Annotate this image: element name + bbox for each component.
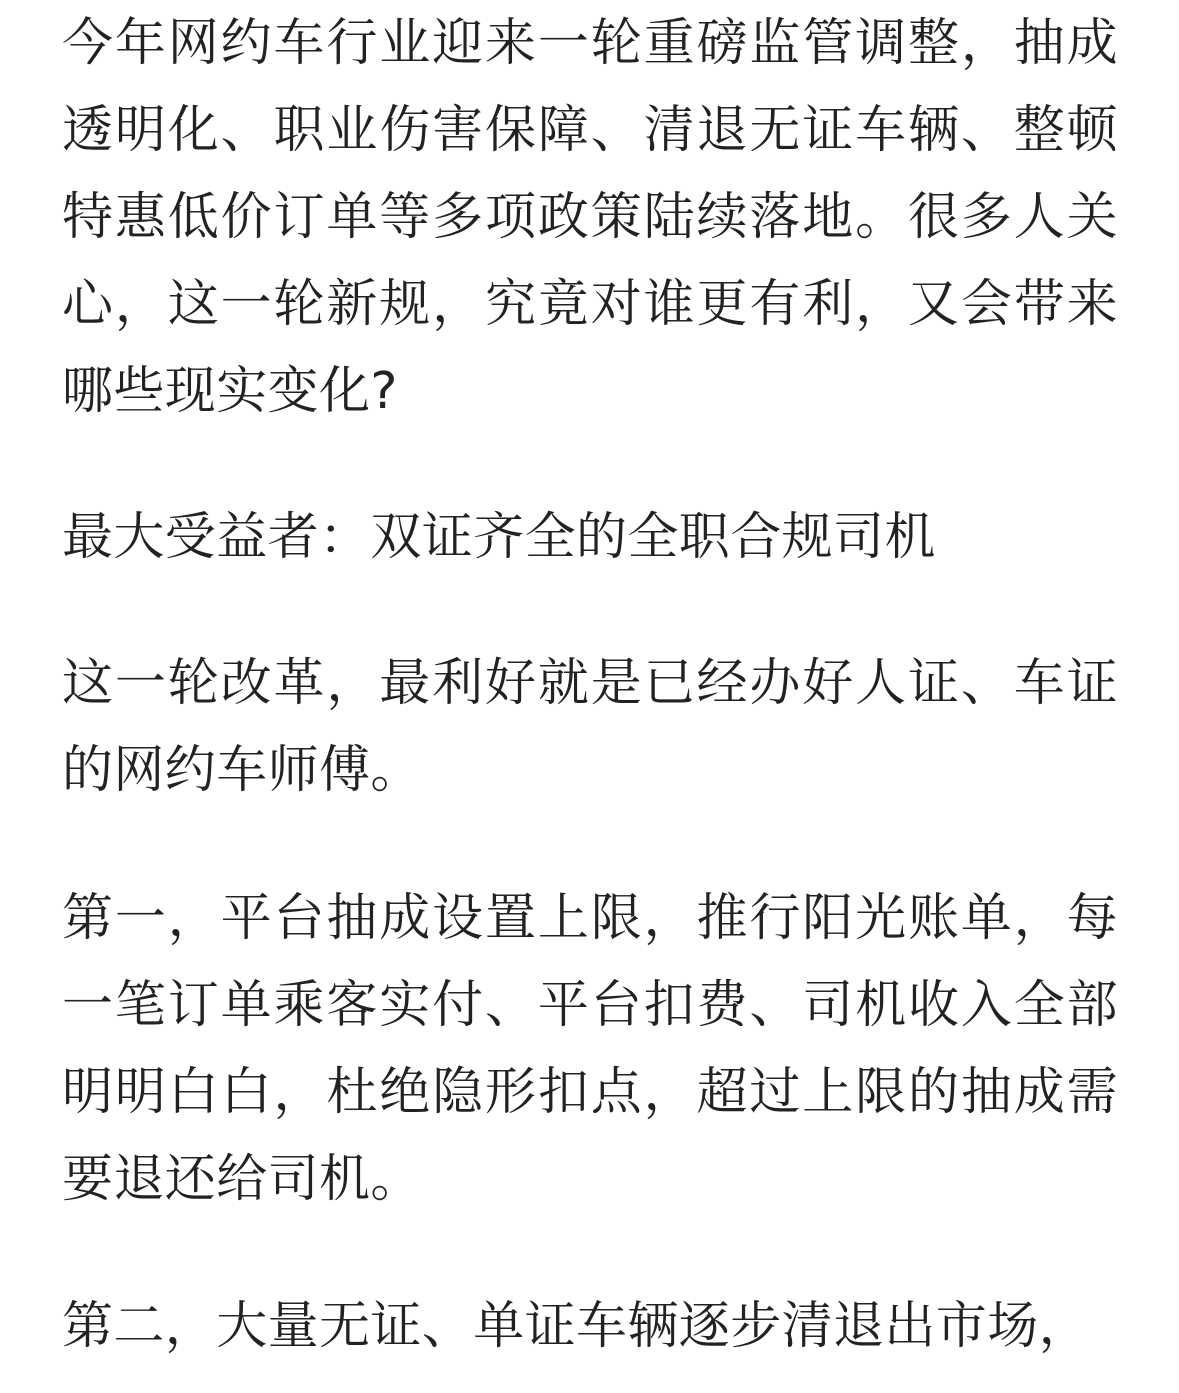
- article-paragraph: 第一，平台抽成设置上限，推行阳光账单，每一笔订单乘客实付、平台扣费、司机收入全部明明白白，杜绝隐形扣点，超过上限的抽成需要退还给司机。: [62, 889, 1118, 1209]
- section-heading: 最大受益者：双证齐全的全职合规司机: [62, 508, 936, 567]
- article-paragraph-intro: 今年网约车行业迎来一轮重磅监管调整，抽成透明化、职业伤害保障、清退无证车辆、整顿特惠低价订单等多项政策陆续落地。很多人关心，这一轮新规，究竟对谁更有利，又会带来哪些现实变化?: [62, 14, 1118, 421]
- article-paragraph: 这一轮改革，最利好就是已经办好人证、车证的网约车师傅。: [62, 654, 1118, 800]
- article-paragraph: 第二，大量无证、单证车辆逐步清退出市场，: [62, 1297, 1091, 1356]
